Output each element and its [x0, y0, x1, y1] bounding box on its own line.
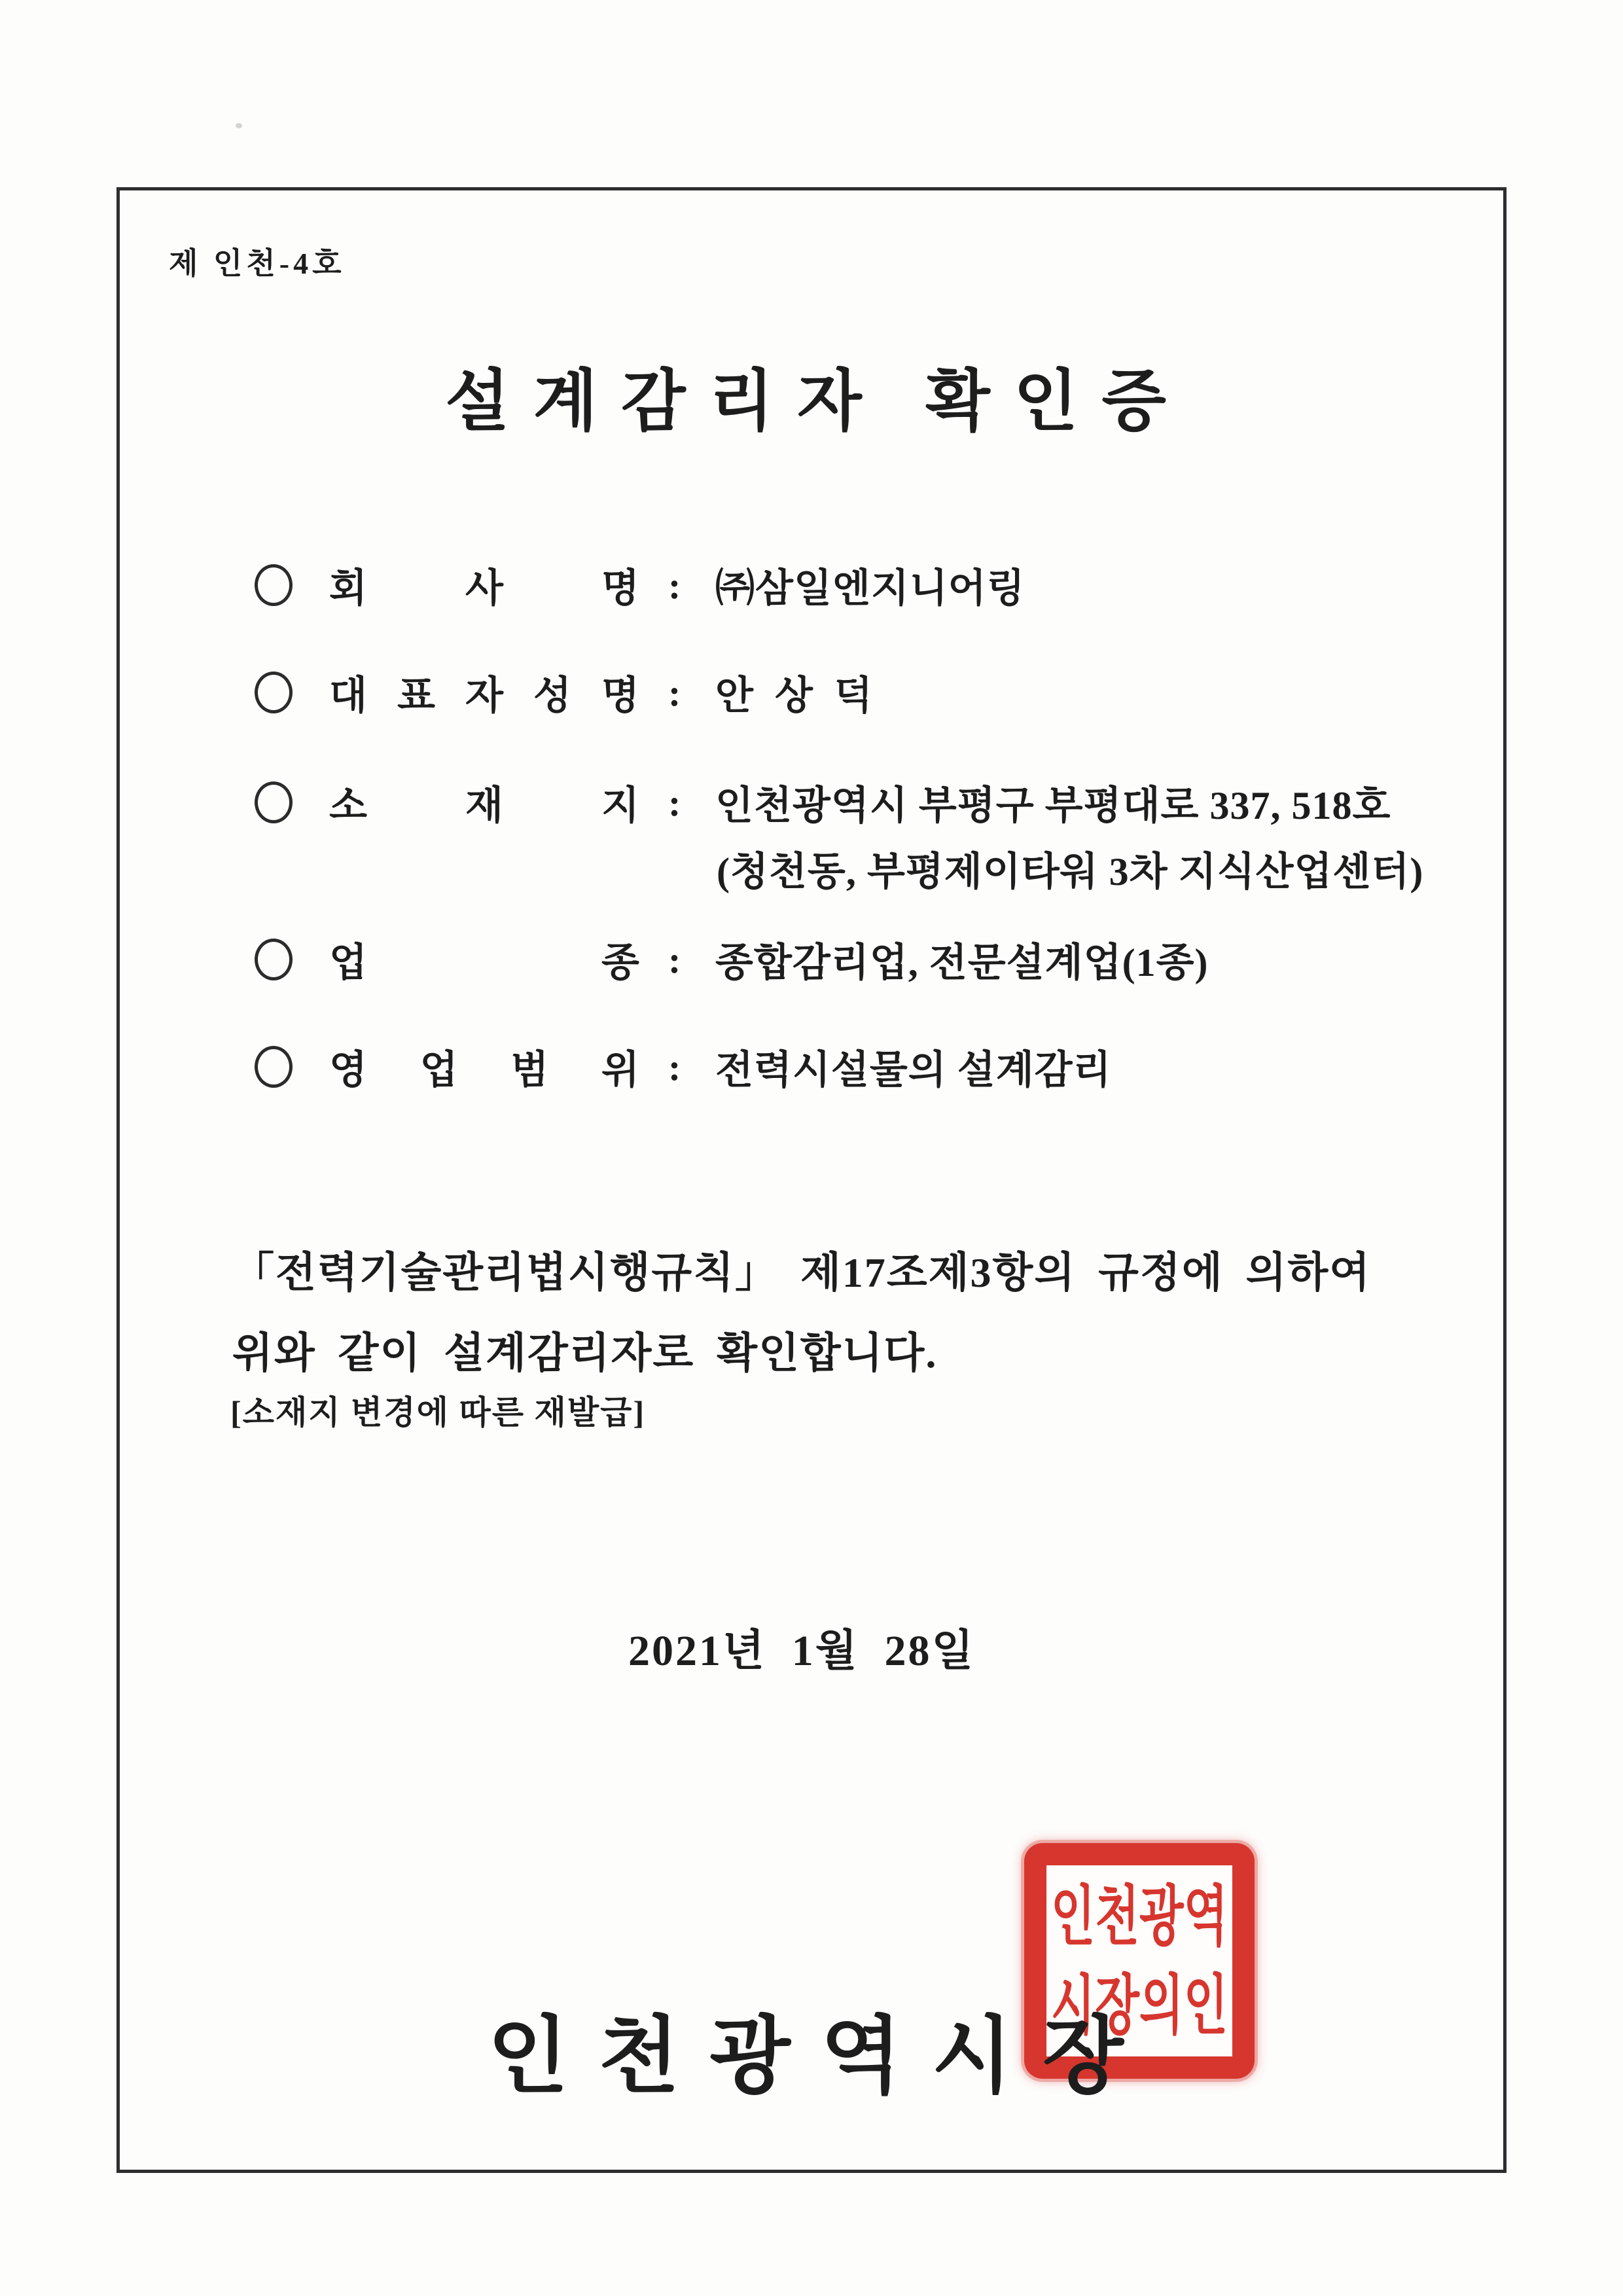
seal-text-row1: 인천광역	[1050, 1880, 1228, 1953]
field-label: 회 사 명	[329, 567, 639, 610]
field-row-business-type	[255, 936, 1209, 983]
issue-date: 2021년 1월 28일	[628, 1627, 976, 1675]
field-value: 종합감리업, 전문설계업(1종)	[715, 941, 1209, 984]
field-row-business-scope	[255, 1043, 1112, 1090]
circle-bullet-icon	[255, 1046, 293, 1088]
document-number: 제 인천-4호	[169, 247, 346, 280]
circle-bullet-icon	[255, 564, 293, 606]
circle-bullet-icon	[255, 781, 293, 823]
field-value: 안 상 덕	[715, 674, 873, 717]
field-colon: :	[668, 564, 681, 607]
field-colon: :	[668, 938, 681, 981]
field-label: 대 표 자 성 명	[329, 674, 639, 717]
field-label: 업 종	[329, 941, 639, 984]
circle-bullet-icon	[255, 939, 293, 980]
circle-bullet-icon	[255, 672, 293, 713]
border-frame	[116, 187, 1507, 2173]
field-colon: :	[668, 781, 681, 824]
reissue-note: [소재지 변경에 따른 재발급]	[230, 1394, 646, 1431]
seal-text-row2: 시장의인	[1050, 1969, 1228, 2042]
body-text-line2: 위와 같이 설계감리자로 확인합니다.	[232, 1330, 938, 1376]
field-value: 전력시설물의 설계감리	[715, 1049, 1112, 1092]
field-value: 인천광역시 부평구 부평대로 337, 518호	[715, 784, 1391, 827]
field-value: ㈜삼일엔지니어링	[715, 567, 1026, 610]
page-title: 설계감리자 확인증	[445, 365, 1190, 439]
field-colon: :	[668, 671, 681, 714]
field-row-address	[255, 779, 1391, 826]
field-row-company-name	[255, 562, 1026, 609]
body-text-line1: 「전력기술관리법시행규칙」 제17조제3항의 규정에 의하여	[232, 1249, 1372, 1296]
field-label: 영 업 범 위	[329, 1049, 639, 1092]
field-colon: :	[668, 1045, 681, 1088]
field-value-address-line2: (청천동, 부평제이타워 3차 지식산업센터)	[717, 850, 1424, 893]
field-row-representative	[255, 669, 873, 716]
field-label: 소 재 지	[329, 784, 639, 827]
scan-artifact-dot	[236, 123, 242, 128]
issuer-title: 인천광역시장	[488, 2010, 1154, 2103]
